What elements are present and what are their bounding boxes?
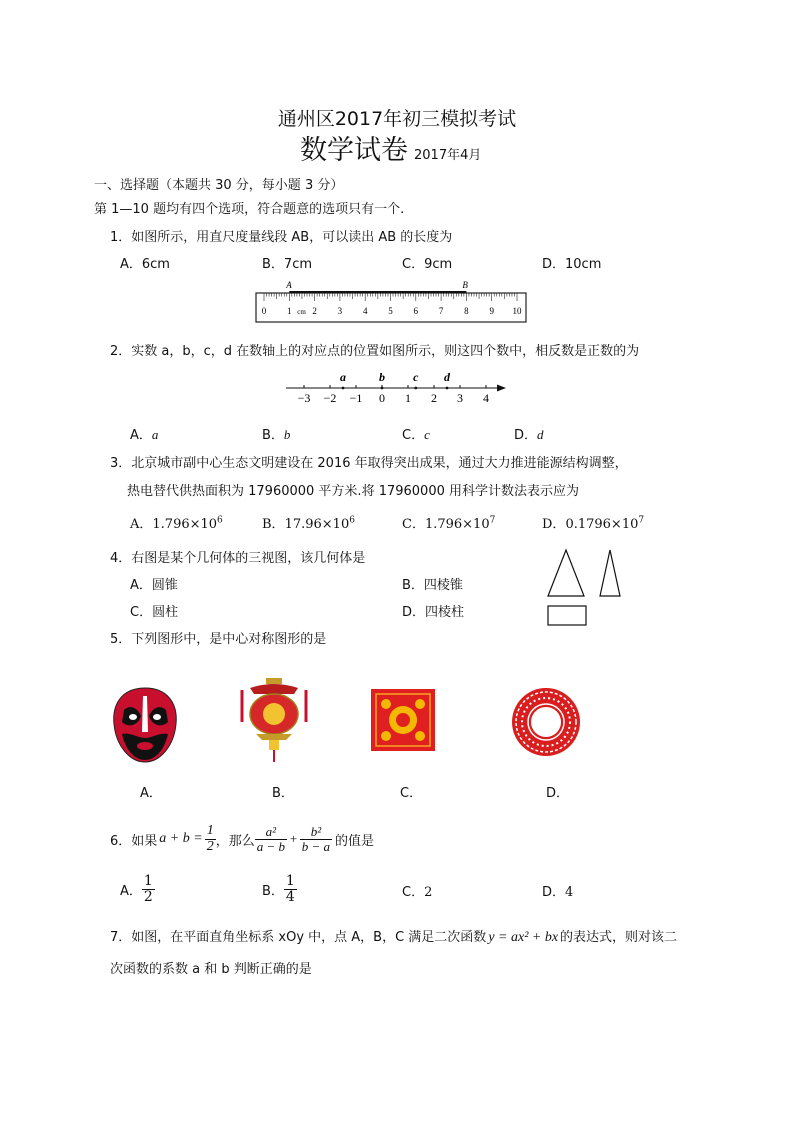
q1-option-a[interactable]: A．6cm [120, 257, 170, 272]
number-line-tick-label: −2 [323, 391, 337, 405]
three-view-figure [544, 546, 624, 630]
q3-option-d[interactable]: D．$0.1796\times 10^7$ [542, 515, 645, 532]
q4-option-b[interactable]: B．四棱锥 [402, 578, 463, 593]
number-line-point-label: c [413, 370, 419, 384]
number-line-point [381, 387, 384, 390]
paper-cut-ring-icon[interactable] [510, 686, 582, 758]
q3-line2: 热电替代供热面积为 17960000 平方米.将 17960000 用科学计数法表示应为 [127, 484, 579, 499]
q5-option-b[interactable]: B． [272, 786, 294, 801]
ruler-tick-label: 4 [362, 306, 368, 316]
q2-option-c[interactable]: C．c [402, 427, 430, 443]
arrow-right-icon [497, 385, 506, 392]
number-line-point-label: a [340, 370, 346, 384]
q5-option-c[interactable]: C． [400, 786, 423, 801]
number-line-point-label: b [379, 370, 385, 384]
number-line-tick-label: 3 [457, 391, 463, 405]
number-line-tick-label: 4 [483, 391, 489, 405]
ruler-tick-label: 2 [312, 306, 317, 316]
number-line-point-label: d [444, 370, 450, 384]
point-a-label: A [286, 280, 292, 290]
lantern-icon[interactable] [236, 676, 312, 764]
ruler-tick-label: 7 [438, 306, 444, 316]
exam-title: 通州区2017年初三模拟考试 [277, 108, 517, 130]
number-line-point [414, 387, 417, 390]
q5-option-a[interactable]: A． [140, 786, 162, 801]
q2-option-d[interactable]: D．d [514, 427, 544, 443]
q5-option-d[interactable]: D． [546, 786, 570, 801]
q7-line2: 次函数的系数 a 和 b 判断正确的是 [110, 962, 312, 977]
ruler-tick-label: 5 [388, 306, 393, 316]
number-line-tick-label: −1 [349, 391, 363, 405]
q4-stem: 4．右图是某个几何体的三视图，该几何体是 [110, 551, 366, 566]
paper-title [300, 128, 481, 167]
section-instruction: 第 1—10 题均有四个选项，符合题意的选项只有一个. [94, 202, 405, 217]
q3-option-a[interactable]: A．$1.796\times 10^6$ [130, 515, 223, 532]
q6-option-c[interactable]: C．2 [402, 885, 433, 900]
front-view-triangle [548, 550, 584, 596]
ruler-tick-label: 10 [512, 306, 522, 316]
q2-stem: 2．实数 a，b，c，d 在数轴上的对应点的位置如图所示，则这四个数中，相反数是正数的为 [110, 344, 640, 359]
side-view-triangle [600, 550, 620, 596]
q1-option-d[interactable]: D．10cm [542, 257, 602, 272]
q4-option-c[interactable]: C．圆柱 [130, 605, 179, 620]
q4-option-a[interactable]: A．圆锥 [130, 578, 178, 593]
number-line-tick-label: 0 [379, 391, 385, 405]
section-heading: 一、选择题（本题共 30 分，每小题 3 分） [94, 178, 344, 193]
ruler-tick-label: 3 [337, 306, 343, 316]
q2-option-b[interactable]: B．b [262, 427, 291, 443]
q2-option-a[interactable]: A．a [130, 427, 159, 443]
q3-option-b[interactable]: B．$17.96\times 10^6$ [262, 515, 355, 532]
q3-option-c[interactable]: C．$1.796\times 10^7$ [402, 515, 496, 532]
q1-stem: 1．如图所示，用直尺度量线段 AB，可以读出 AB 的长度为 [110, 230, 453, 245]
exam-date: 2017年4月 [414, 148, 482, 163]
ruler-unit-label: cm [297, 308, 306, 316]
ruler-tick-label: 0 [261, 306, 267, 316]
q3-line1: 3．北京城市副中心生态文明建设在 2016 年取得突出成果，通过大力推进能源结构调整， [110, 456, 628, 471]
ruler-tick-label: 6 [413, 306, 419, 316]
q1-option-b[interactable]: B．7cm [262, 257, 313, 272]
ruler-figure [252, 278, 532, 326]
number-line-tick-label: −3 [297, 391, 311, 405]
top-view-rectangle [548, 606, 586, 625]
ruler-tick-label: 9 [489, 306, 494, 316]
q4-option-d[interactable]: D．四棱柱 [402, 605, 465, 620]
q6-option-a[interactable]: A． $\frac{1}{2}$ [120, 872, 153, 905]
ruler-tick-label: 1 [287, 306, 292, 316]
opera-mask-icon[interactable] [108, 684, 182, 766]
paper-subtitle: 数学试卷 [300, 135, 408, 166]
q1-option-c[interactable]: C．9cm [402, 257, 453, 272]
q6-stem: 6．如果 a + b = $\frac{1}{2}$ ，那么 $\frac{\text{a²}}{a - b}$ + $\frac{\text{b²}}{b - a}$ 的值是 [110, 822, 375, 854]
point-b-label: B [462, 280, 468, 290]
number-line-point [342, 387, 345, 390]
paper-cut-square-icon[interactable] [370, 688, 436, 752]
q7-line1: 7．如图，在平面直角坐标系 xOy 中，点 A，B，C 满足二次函数 y = ax² + bx 的表达式，则对该二 [110, 930, 678, 945]
ruler-tick-label: 8 [464, 306, 469, 316]
number-line-tick-label: 2 [431, 391, 437, 405]
number-line-figure [284, 366, 508, 414]
q6-option-d[interactable]: D．4 [542, 885, 574, 900]
q5-stem: 5．下列图形中，是中心对称图形的是 [110, 632, 327, 647]
q6-option-b[interactable]: B． $\frac{1}{4}$ [262, 872, 295, 905]
number-line-tick-label: 1 [405, 391, 411, 405]
number-line-point [446, 387, 449, 390]
